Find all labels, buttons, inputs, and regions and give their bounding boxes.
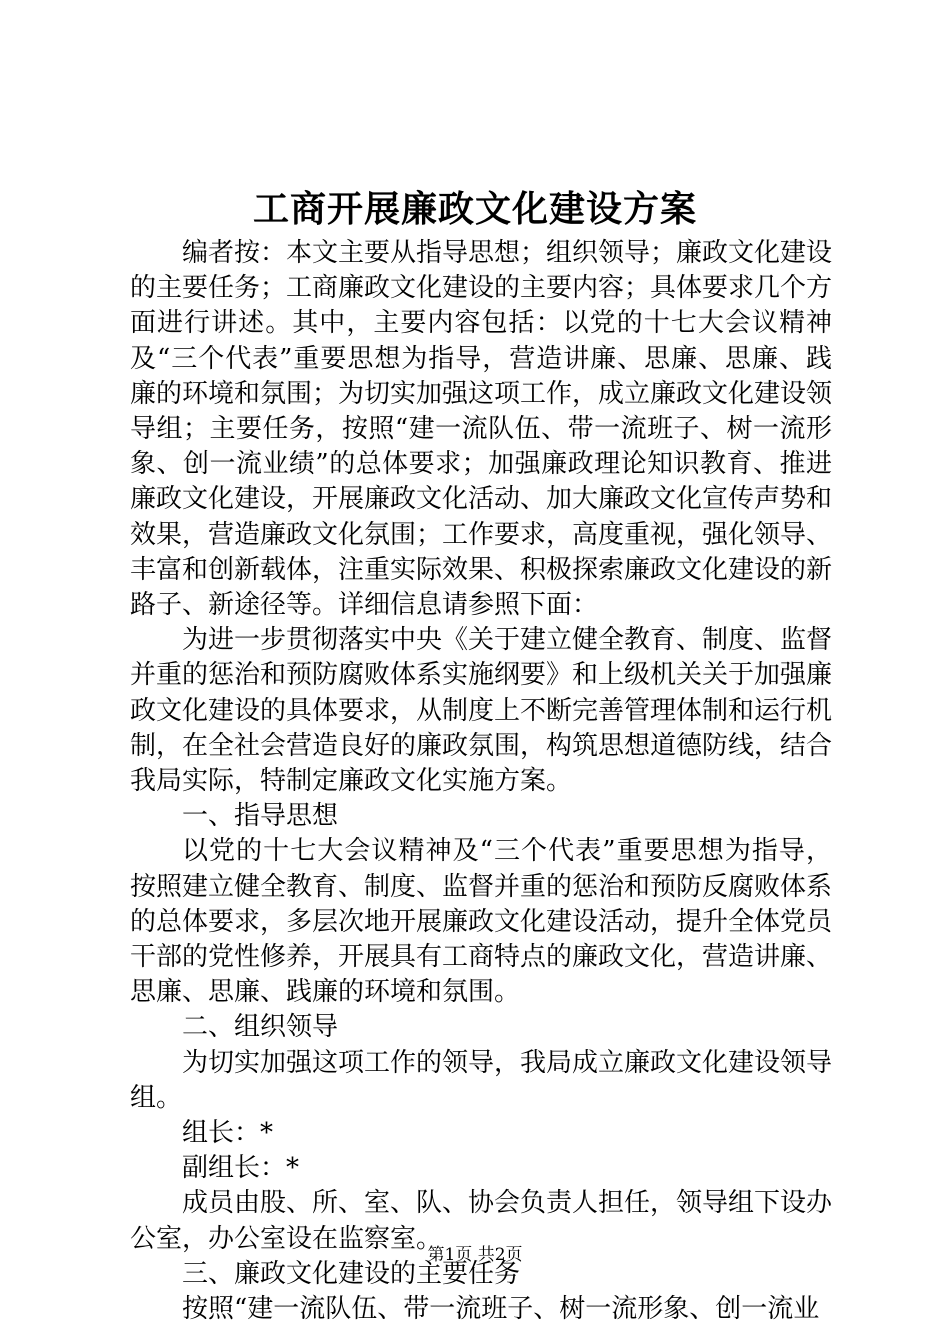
leader-line: 组长：*: [182, 1118, 274, 1149]
intro-paragraph: 为进一步贯彻落实中央《关于建立健全教育、制度、监督并重的惩治和预防腐败体系实施纲要》和上级机关关于加强廉政文化建设的具体要求，从制度上不断完善管理体制和运行机制，在全社会营造良好的廉政氛围，构筑思想道德防线，结合我局实际，特制定廉政文化实施方案。: [130, 625, 833, 797]
guiding-thought-paragraph: 以党的十七大会议精神及“三个代表”重要思想为指导，按照建立健全教育、制度、监督并重的惩治和预防反腐败体系的总体要求，多层次地开展廉政文化建设活动，提升全体党员干部的党性修养，开展具有工商特点的廉政文化，营造讲廉、思廉、思廉、践廉的环境和氛围。: [130, 836, 833, 1008]
section-heading-guiding-thought: 一、指导思想: [182, 801, 339, 832]
members-paragraph: 成员由股、所、室、队、协会负责人担任，领导组下设办公室，办公室设在监察室。: [130, 1188, 833, 1254]
section-heading-main-tasks: 三、廉政文化建设的主要任务: [182, 1258, 521, 1289]
deputy-leader-line: 副组长：*: [182, 1153, 300, 1184]
editor-note-paragraph: 编者按：本文主要从指导思想；组织领导；廉政文化建设的主要任务；工商廉政文化建设的主要内容；具体要求几个方面进行讲述。其中，主要内容包括：以党的十七大会议精神及“三个代表”重要思想为指导，营造讲廉、思廉、思廉、践廉的环境和氛围；为切实加强这项工作，成立廉政文化建设领导组；主要任务，按照“建一流队伍、带一流班子、树一流形象、创一流业绩”的总体要求；加强廉政理论知识教育、推进廉政文化建设，开展廉政文化活动、加大廉政文化宣传声势和效果，营造廉政文化氛围；工作要求，高度重视，强化领导、丰富和创新载体，注重实际效果、积极探索廉政文化建设的新路子、新途径等。详细信息请参照下面：: [130, 238, 833, 621]
document-title: 工商开展廉政文化建设方案: [252, 188, 697, 230]
page-footer: 第1页 共2页: [427, 1245, 523, 1265]
main-tasks-paragraph: 按照“建一流队伍、带一流班子、树一流形象、创一流业: [182, 1294, 820, 1325]
organization-paragraph: 为切实加强这项工作的领导，我局成立廉政文化建设领导组。: [130, 1047, 833, 1113]
document-body: [130, 236, 832, 1327]
section-heading-organization: 二、组织领导: [182, 1012, 339, 1043]
